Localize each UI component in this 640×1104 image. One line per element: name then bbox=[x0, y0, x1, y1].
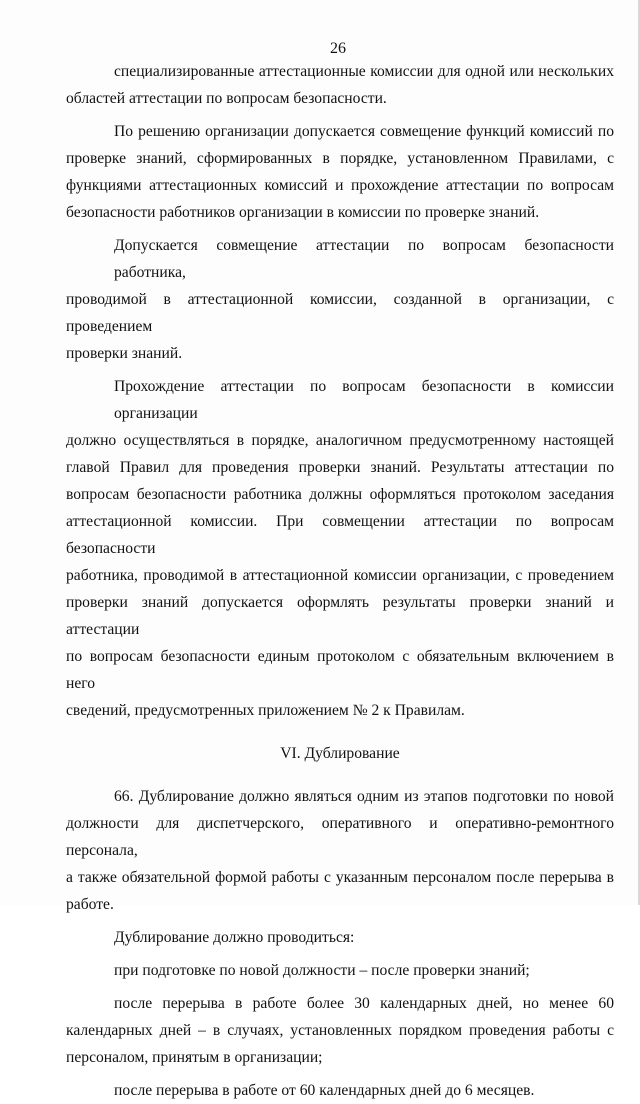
text-line: проводимой в аттестационной комиссии, созданной в организации, с проведением bbox=[66, 291, 614, 335]
text-line: персоналом, принятым в организации; bbox=[66, 1049, 323, 1066]
text-line: должности для диспетчерского, оперативного и оперативно-ремонтного персонала, bbox=[66, 815, 614, 859]
text-line: вопросам безопасности работника должны оформляться протоколом заседания bbox=[66, 486, 614, 503]
text-line: работника, проводимой в аттестационной комиссии организации, с проведением bbox=[66, 567, 614, 584]
paragraph bbox=[66, 58, 614, 112]
paragraph bbox=[66, 957, 614, 984]
text-line: областей аттестации по вопросам безопасности. bbox=[66, 90, 387, 107]
text-line: специализированные аттестационные комиссии для одной или нескольких bbox=[114, 63, 614, 80]
text-line: проверки знаний. bbox=[66, 345, 183, 362]
page-number: 26 bbox=[330, 40, 346, 57]
text-line: 66. Дублирование должно являться одним из этапов подготовки по новой bbox=[114, 788, 614, 805]
paragraphs-after-heading bbox=[66, 783, 614, 1104]
text-line: Допускается совмещение аттестации по вопросам безопасности работника, bbox=[114, 237, 614, 281]
paragraph bbox=[66, 1077, 614, 1104]
text-line: функциями аттестационных комиссий и прохождение аттестации по вопросам bbox=[66, 177, 614, 194]
text-line: проверке знаний, сформированных в порядке, установленном Правилами, с bbox=[66, 150, 614, 167]
paragraph bbox=[66, 990, 614, 1071]
paragraph bbox=[66, 924, 614, 951]
text-line: главой Правил для проведения проверки знаний. Результаты аттестации по bbox=[66, 459, 614, 476]
paragraph bbox=[66, 118, 614, 226]
text-line: работе. bbox=[66, 896, 114, 913]
text-line: при подготовке по новой должности – после проверки знаний; bbox=[114, 962, 530, 979]
text-line: безопасности работников организации в комиссии по проверке знаний. bbox=[66, 204, 540, 221]
text-line: по вопросам безопасности единым протоколом с обязательным включением в него bbox=[66, 648, 614, 692]
text-line: аттестационной комиссии. При совмещении аттестации по вопросам безопасности bbox=[66, 513, 614, 557]
text-line: проверки знаний допускается оформлять результаты проверки знаний и аттестации bbox=[66, 594, 614, 638]
paragraph bbox=[66, 232, 614, 367]
paragraphs-before-heading bbox=[66, 58, 614, 724]
text-line: По решению организации допускается совмещение функций комиссий по bbox=[114, 123, 614, 140]
paragraph bbox=[66, 783, 614, 918]
text-line: после перерыва в работе более 30 календарных дней, но менее 60 bbox=[114, 995, 614, 1012]
section-heading: VI. Дублирование bbox=[280, 745, 400, 762]
text-line: а также обязательной формой работы с указанным персоналом после перерыва в bbox=[66, 869, 614, 886]
text-line: Дублирование должно проводиться: bbox=[114, 929, 355, 946]
paragraph bbox=[66, 373, 614, 724]
text-line: Прохождение аттестации по вопросам безопасности в комиссии организации bbox=[114, 378, 614, 422]
document-body bbox=[66, 58, 614, 1104]
text-line: календарных дней – в случаях, установленных порядком проведения работы с bbox=[66, 1022, 614, 1039]
text-line: после перерыва в работе от 60 календарных дней до 6 месяцев. bbox=[114, 1082, 535, 1099]
text-line: должно осуществляться в порядке, аналогичном предусмотренному настоящей bbox=[66, 432, 614, 449]
text-line: сведений, предусмотренных приложением № 2 к Правилам. bbox=[66, 702, 465, 719]
